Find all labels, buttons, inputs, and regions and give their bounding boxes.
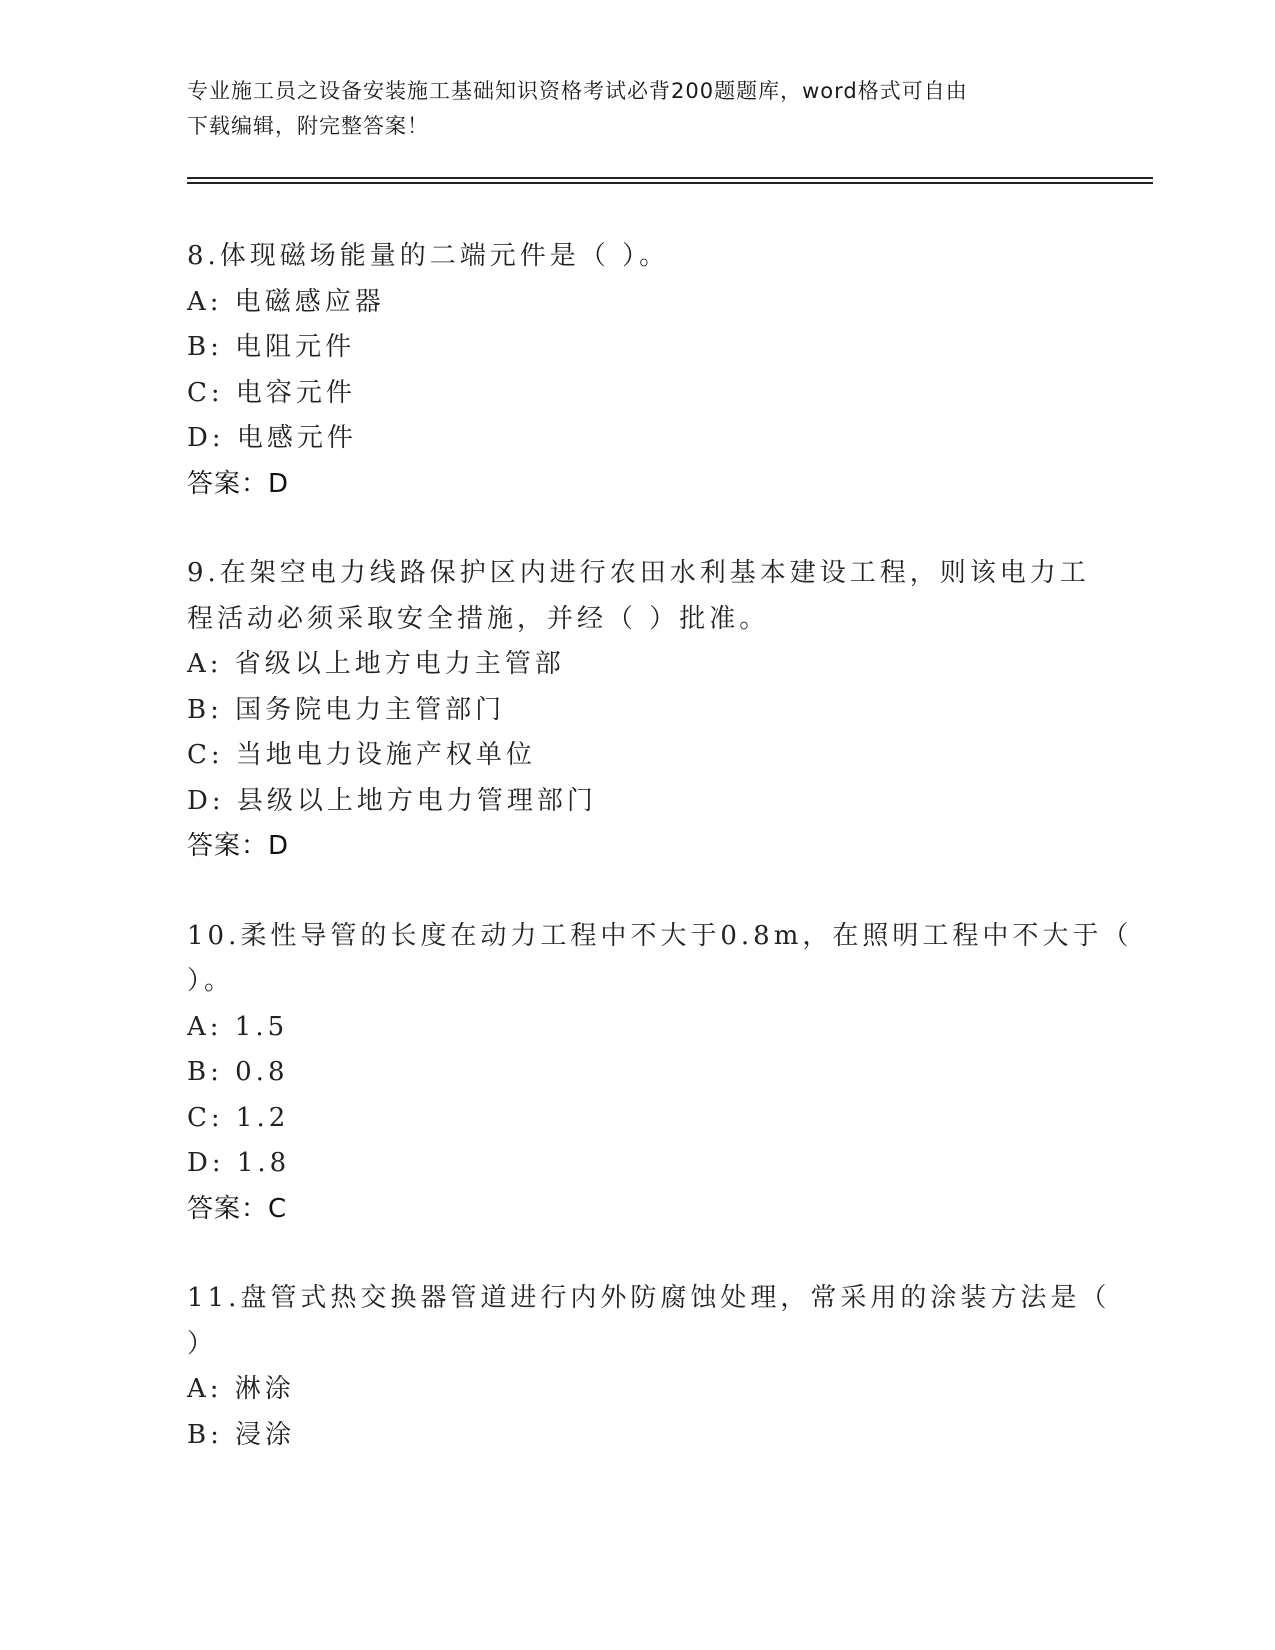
question-stem-line-2: ）	[187, 1328, 218, 1359]
header-line-2: 下载编辑，附完整答案！	[187, 114, 429, 138]
document-header	[187, 74, 1087, 144]
answer-label: 答案：D	[187, 831, 290, 861]
header-line-1: 专业施工员之设备安装施工基础知识资格考试必背200题题库，word格式可自由	[187, 79, 968, 103]
question-stem: 8.体现磁场能量的二端元件是（ ）。	[187, 241, 670, 271]
question-9	[187, 551, 1090, 870]
option-c: C: 电容元件	[187, 377, 356, 408]
question-stem-line-1: 11.盘管式热交换器管道进行内外防腐蚀处理，常采用的涂装方法是（	[187, 1283, 1111, 1313]
option-d: D: 电感元件	[187, 423, 357, 453]
option-b: B: 国务院电力主管部门	[187, 694, 506, 725]
option-a: A: 电磁感应器	[187, 286, 385, 317]
option-c: C: 1.2	[187, 1102, 290, 1133]
option-b: B: 0.8	[187, 1057, 289, 1087]
option-d: D: 1.8	[187, 1148, 291, 1178]
question-10	[187, 914, 1133, 1233]
header-divider-bottom	[187, 182, 1153, 184]
question-stem-line-1: 9.在架空电力线路保护区内进行农田水利基本建设工程，则该电力工	[187, 558, 1090, 588]
option-b: B: 浸涂	[187, 1419, 296, 1450]
question-stem-line-2: 程活动必须采取安全措施，并经（ ）批准。	[187, 603, 770, 634]
header-divider-top	[187, 177, 1153, 179]
question-list	[187, 234, 1133, 1502]
option-a: A: 省级以上地方电力主管部	[187, 649, 565, 679]
option-a: A: 淋涂	[187, 1374, 295, 1404]
answer-label: 答案：D	[187, 468, 290, 499]
option-b: B: 电阻元件	[187, 332, 356, 362]
question-11	[187, 1276, 1111, 1458]
option-c: C: 当地电力设施产权单位	[187, 740, 536, 770]
question-stem-line-1: 10.柔性导管的长度在动力工程中不大于0.8m，在照明工程中不大于（	[187, 920, 1133, 951]
question-stem-line-2: ）。	[187, 966, 235, 996]
option-d: D: 县级以上地方电力管理部门	[187, 785, 597, 816]
option-a: A: 1.5	[187, 1011, 289, 1042]
answer-label: 答案：C	[187, 1193, 288, 1224]
question-8	[187, 234, 1087, 507]
